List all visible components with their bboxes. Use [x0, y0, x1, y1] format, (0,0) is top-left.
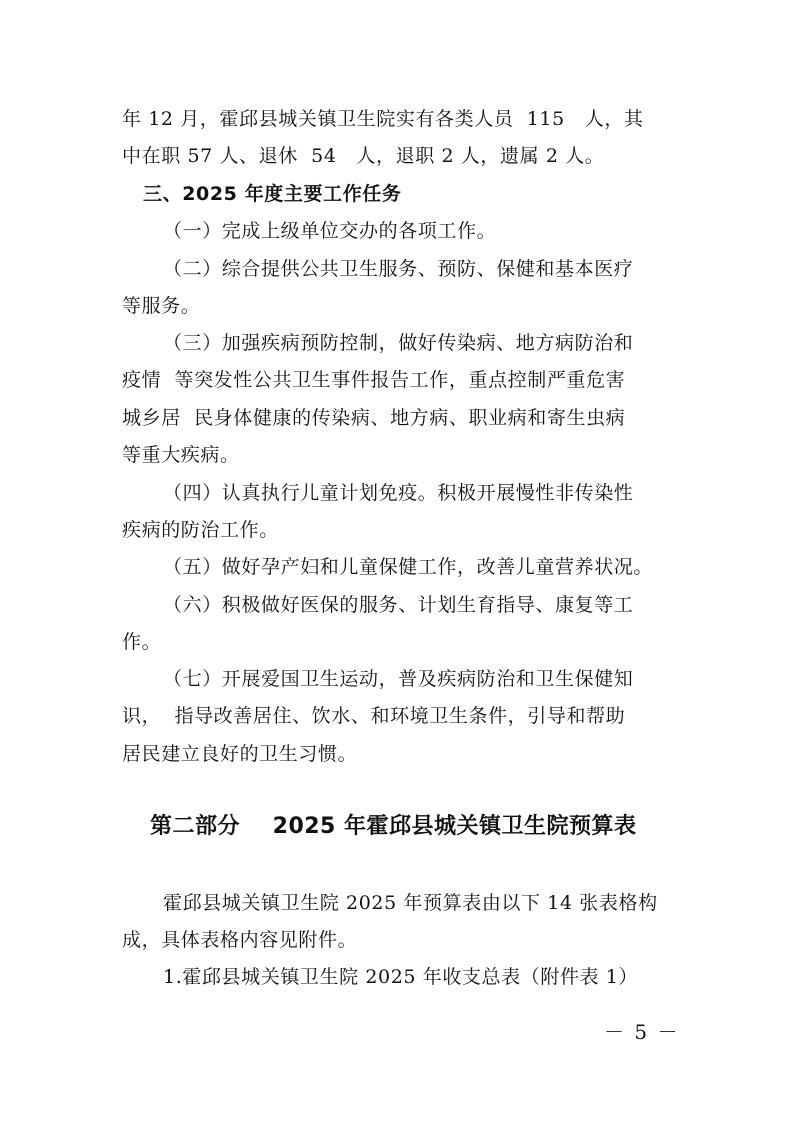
task-7-line-3: 居民建立良好的卫生习惯。 [122, 743, 358, 765]
task-4-line-2: 疾病的防治工作。 [122, 519, 279, 541]
task-4-line-1: （四）认真执行儿童计划免疫。积极开展慢性非传染性 [163, 482, 634, 504]
task-3-line-4: 等重大疾病。 [122, 444, 240, 466]
task-3-line-1: （三）加强疾病预防控制，做好传染病、地方病防治和 [163, 332, 634, 354]
task-6-line-2: 作。 [122, 631, 162, 653]
task-3-line-2: 疫情 等突发性公共卫生事件报告工作，重点控制严重危害 [122, 369, 626, 391]
task-5-line-1: （五）做好孕产妇和儿童保健工作，改善儿童营养状况。 [163, 556, 654, 578]
budget-list-item-1: 1.霍邱县城关镇卫生院 2025 年收支总表（附件表 1） [163, 966, 639, 988]
part-2-heading: 第二部分 2025 年霍邱县城关镇卫生院预算表 [150, 814, 637, 839]
task-7-line-1: （七）开展爱国卫生运动，普及疾病防治和卫生保健知 [163, 668, 634, 690]
task-3-line-3: 城乡居 民身体健康的传染病、地方病、职业病和寄生虫病 [122, 407, 626, 429]
intro-line-1: 年 12 月，霍邱县城关镇卫生院实有各类人员 115 人，其 [122, 108, 644, 130]
task-2-line-1: （二）综合提供公共卫生服务、预防、保健和基本医疗 [163, 258, 634, 280]
section-3-heading: 三、2025 年度主要工作任务 [143, 183, 402, 205]
task-7-line-2: 识， 指导改善居住、饮水、和环境卫生条件，引导和帮助 [122, 705, 626, 727]
part-2-para-line-1: 霍邱县城关镇卫生院 2025 年预算表由以下 14 张表格构 [163, 892, 658, 914]
part-2-para-line-2: 成，具体表格内容见附件。 [122, 929, 358, 951]
task-1-line-1: （一）完成上级单位交办的各项工作。 [163, 220, 497, 242]
page-number: － 5 － [604, 1020, 680, 1044]
task-2-line-2: 等服务。 [122, 295, 201, 317]
intro-line-2: 中在职 57 人、退休 54 人，退职 2 人，遗属 2 人。 [122, 145, 605, 167]
task-6-line-1: （六）积极做好医保的服务、计划生育指导、康复等工 [163, 594, 634, 616]
